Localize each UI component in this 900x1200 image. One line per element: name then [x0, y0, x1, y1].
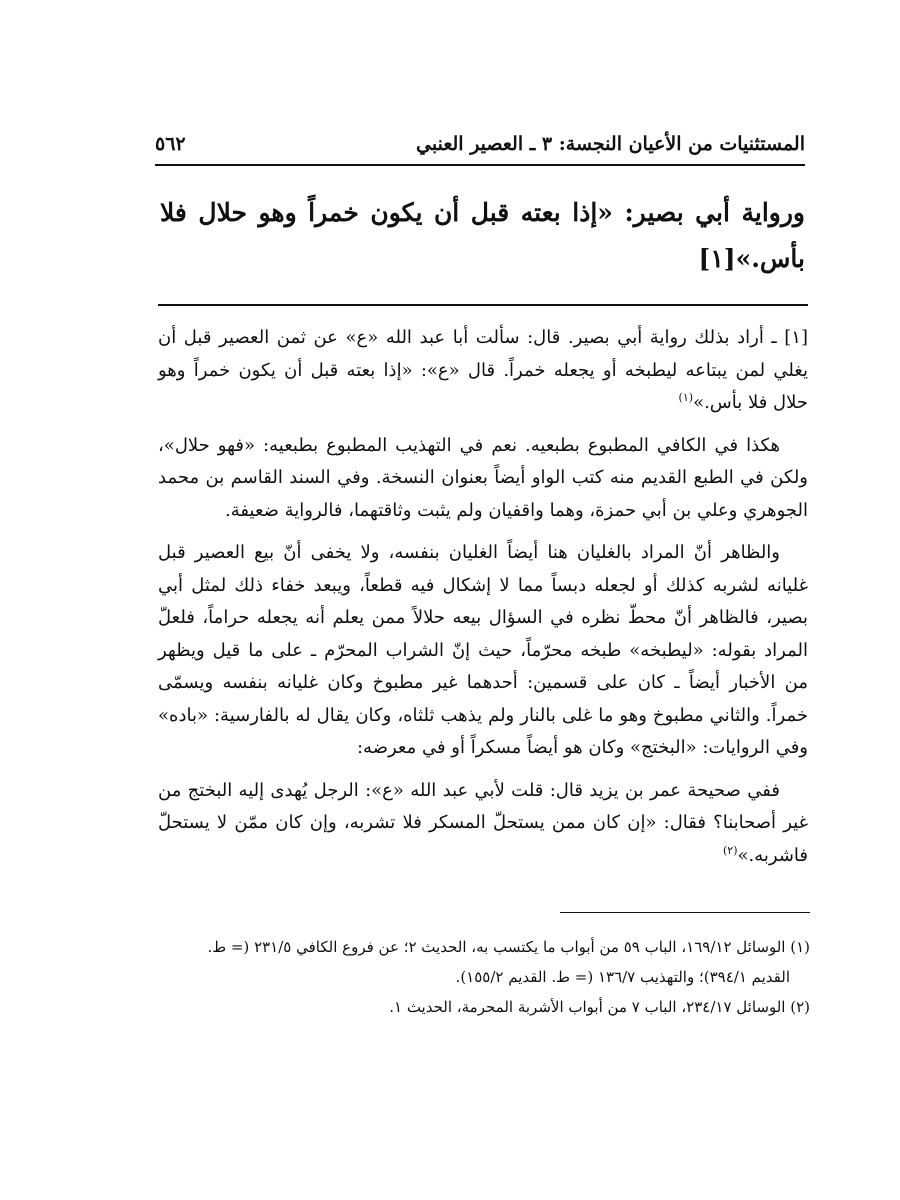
page-header [155, 128, 805, 160]
commentary-divider [158, 304, 808, 306]
commentary [158, 322, 808, 882]
footnote-ref[interactable]: (٢) [722, 843, 738, 857]
header-divider [155, 164, 805, 166]
commentary-paragraph [158, 775, 808, 873]
footnote-divider [560, 912, 810, 913]
commentary-paragraph: والظاهر أنّ المراد بالغليان هنا أيضاً الغليان بنفسه، ولا يخفى أنّ بيع العصير قبل غليانه لشربه كذلك أو لجعله دبساً مما لا إشكال فيه قطعاً، ويبعد خفاء ذلك لمثل أبي بصير، فالظاهر أنّ محطّ نظره في السؤال بيعه حلالاً ممن يعلم أنه يجعله حراماً، فلعلّ المراد بقوله: «ليطبخه» طبخه محرّماً، حيث إنّ الشراب المحرّم ـ على ما قيل ويظهر من الأخبار أيضاً ـ كان على قسمين: أحدهما غير مطبوخ وكان غليانه بنفسه ويسمّى خمراً. والثاني مطبوخ وهو ما غلى بالنار ولم يذهب ثلثاه، وكان يقال له بالفارسية: «باده» وفي الروايات: «البختج» وكان هو أيضاً مسكراً أو في معرضه: [158, 542, 808, 758]
footnotes [150, 932, 810, 1022]
footnote-1-continued: القديم ٣٩٤/١)؛ والتهذيب ١٣٦/٧ (= ط. القديم ١٥٥/٢). [455, 968, 790, 986]
footnote-2: (٢) الوسائل ٢٣٤/١٧، الباب ٧ من أبواب الأشربة المحرمة، الحديث ١. [389, 998, 810, 1016]
commentary-text: [١] ـ أراد بذلك رواية أبي بصير. قال: سألت أبا عبد الله «ع» عن ثمن العصير قبل أن يغلي لمن يبتاعه ليطبخه أو يجعله خمراً. قال «ع»: «إذا بعته قبل أن يكون خمراً وهو حلال فلا بأس.» [158, 327, 808, 413]
footnote-1: (١) الوسائل ١٦٩/١٢، الباب ٥٩ من أبواب ما يكتسب به، الحديث ٢؛ عن فروع الكافي ٢٣١/٥ (= ط. [207, 938, 810, 956]
running-title: المستثنيات من الأعيان النجسة: ٣ ـ العصير العنبي [416, 133, 805, 155]
commentary-text: ففي صحيحة عمر بن يزيد قال: قلت لأبي عبد الله «ع»: الرجل يُهدى إليه البختج من غير أصحابنا؟ فقال: «إن كان ممن يستحلّ المسكر فلا تشربه، وإن كان ممّن لا يستحلّ فاشربه.» [158, 779, 808, 866]
main-text [160, 190, 805, 282]
footnote-ref[interactable]: (١) [678, 391, 694, 404]
page-number: ٥٦٢ [155, 133, 186, 155]
commentary-paragraph: هكذا في الكافي المطبوع بطبعيه. نعم في التهذيب المطبوع بطبعيه: «فهو حلال»، ولكن في الطبع القديم منه كتب الواو أيضاً بعنوان النسخة. وفي السند القاسم بن محمد الجوهري وعلي بن أبي حمزة، وهما واقفيان ولم يثبت وثاقتهما، فالرواية ضعيفة. [158, 434, 808, 521]
commentary-paragraph [158, 322, 808, 420]
main-paragraph: ورواية أبي بصير: «إذا بعته قبل أن يكون خمراً وهو حلال فلا بأس.»[١] [160, 198, 805, 273]
